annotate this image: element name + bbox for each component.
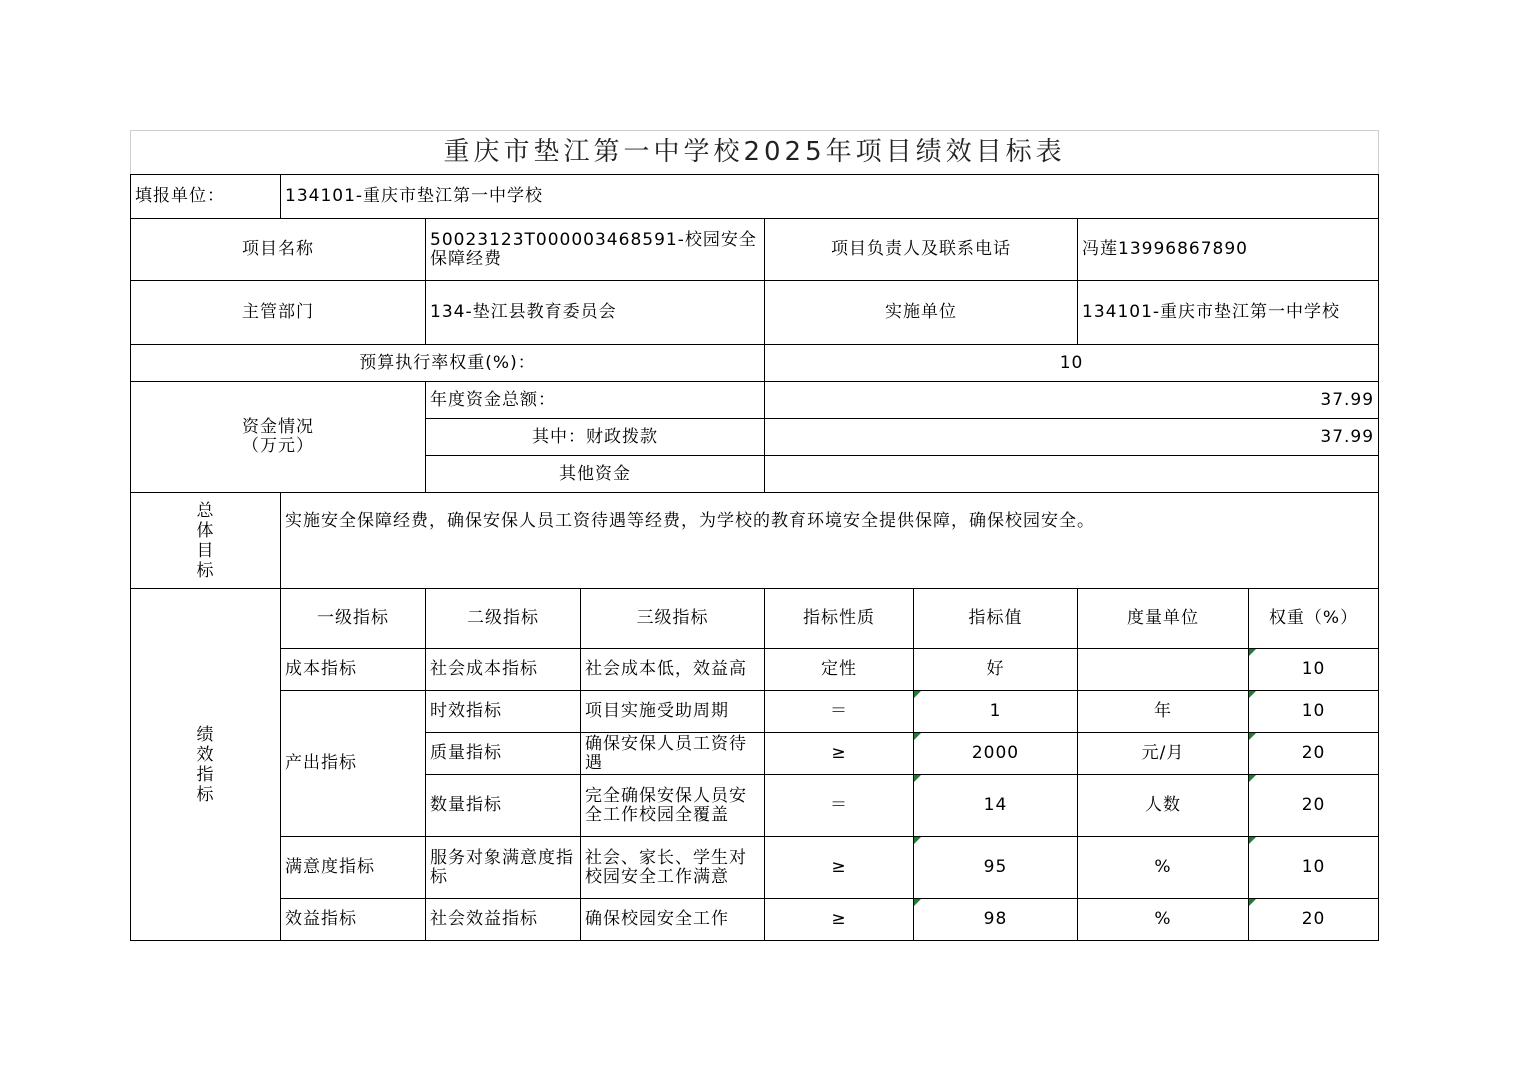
row-level3: 确保校园安全工作 (581, 899, 765, 941)
row-nature: ＝ (765, 775, 914, 837)
row-weight: 10 (1249, 691, 1379, 733)
budget-rate-value: 10 (765, 345, 1379, 382)
fiscal-value: 37.99 (765, 419, 1379, 456)
overall-goal-text: 实施安全保障经费，确保安保人员工资待遇等经费，为学校的教育环境安全提供保障，确保校园安全。 (281, 493, 1379, 589)
row-unit: 人数 (1078, 775, 1249, 837)
department-label: 主管部门 (131, 281, 426, 345)
row-value: 好 (914, 649, 1078, 691)
row-value: 95 (914, 837, 1078, 899)
row-level2: 社会成本指标 (426, 649, 581, 691)
row-value: 98 (914, 899, 1078, 941)
overall-goal-label (131, 493, 281, 589)
overall-goal-char: 目 (196, 540, 215, 561)
table-row (131, 691, 1379, 733)
other-funds-label: 其他资金 (426, 456, 765, 493)
funds-label (131, 382, 426, 493)
overall-goal-char: 标 (196, 560, 215, 581)
table-row (131, 837, 1379, 899)
group-output: 产出指标 (281, 691, 426, 837)
header-unit: 度量单位 (1078, 589, 1249, 649)
row-unit: % (1078, 837, 1249, 899)
department-value: 134-垫江县教育委员会 (426, 281, 765, 345)
performance-target-sheet (130, 130, 1378, 941)
row-weight: 10 (1249, 837, 1379, 899)
row-unit (1078, 649, 1249, 691)
performance-char: 标 (196, 784, 215, 805)
row-value: 1 (914, 691, 1078, 733)
row-level2: 服务对象满意度指标 (426, 837, 581, 899)
group-cost: 成本指标 (281, 649, 426, 691)
row-level3: 确保安保人员工资待遇 (581, 733, 765, 775)
page-title: 重庆市垫江第一中学校2025年项目绩效目标表 (131, 131, 1379, 175)
row-level3: 社会成本低，效益高 (581, 649, 765, 691)
funds-label-line1: 资金情况 (242, 417, 314, 437)
unit-value: 134101-重庆市垫江第一中学校 (281, 175, 1379, 219)
row-weight: 10 (1249, 649, 1379, 691)
performance-char: 效 (196, 744, 215, 765)
header-level3: 三级指标 (581, 589, 765, 649)
other-funds-value (765, 456, 1379, 493)
impl-unit-label: 实施单位 (765, 281, 1078, 345)
impl-unit-value: 134101-重庆市垫江第一中学校 (1078, 281, 1379, 345)
performance-char: 绩 (196, 724, 215, 745)
row-weight: 20 (1249, 775, 1379, 837)
table-row (131, 649, 1379, 691)
header-level2: 二级指标 (426, 589, 581, 649)
row-level3: 完全确保安保人员安全工作校园全覆盖 (581, 775, 765, 837)
fiscal-label: 其中：财政拨款 (426, 419, 765, 456)
group-benefit: 效益指标 (281, 899, 426, 941)
header-level1: 一级指标 (281, 589, 426, 649)
row-level2: 社会效益指标 (426, 899, 581, 941)
row-nature: ≥ (765, 899, 914, 941)
row-level3: 社会、家长、学生对校园安全工作满意 (581, 837, 765, 899)
performance-char: 指 (196, 764, 215, 785)
row-unit: % (1078, 899, 1249, 941)
performance-label (131, 589, 281, 941)
funds-label-line2: （万元） (242, 436, 314, 456)
performance-target-table (130, 130, 1379, 941)
row-level2: 时效指标 (426, 691, 581, 733)
row-weight: 20 (1249, 899, 1379, 941)
table-row (131, 899, 1379, 941)
project-name-value: 50023123T000003468591-校园安全保障经费 (426, 219, 765, 281)
annual-total-label: 年度资金总额： (426, 382, 765, 419)
group-satisfaction: 满意度指标 (281, 837, 426, 899)
annual-total-value: 37.99 (765, 382, 1379, 419)
header-nature: 指标性质 (765, 589, 914, 649)
overall-goal-char: 总 (196, 500, 215, 521)
row-nature: ≥ (765, 733, 914, 775)
row-level3: 项目实施受助周期 (581, 691, 765, 733)
row-level2: 数量指标 (426, 775, 581, 837)
row-nature: 定性 (765, 649, 914, 691)
row-unit: 年 (1078, 691, 1249, 733)
responsible-label: 项目负责人及联系电话 (765, 219, 1078, 281)
unit-label: 填报单位： (131, 175, 281, 219)
overall-goal-char: 体 (196, 520, 215, 541)
row-weight: 20 (1249, 733, 1379, 775)
responsible-value: 冯莲13996867890 (1078, 219, 1379, 281)
header-value: 指标值 (914, 589, 1078, 649)
project-name-label: 项目名称 (131, 219, 426, 281)
row-level2: 质量指标 (426, 733, 581, 775)
row-nature: ≥ (765, 837, 914, 899)
header-weight: 权重（%） (1249, 589, 1379, 649)
row-nature: ＝ (765, 691, 914, 733)
row-value: 14 (914, 775, 1078, 837)
row-unit: 元/月 (1078, 733, 1249, 775)
row-value: 2000 (914, 733, 1078, 775)
budget-rate-label: 预算执行率权重(%)： (131, 345, 765, 382)
